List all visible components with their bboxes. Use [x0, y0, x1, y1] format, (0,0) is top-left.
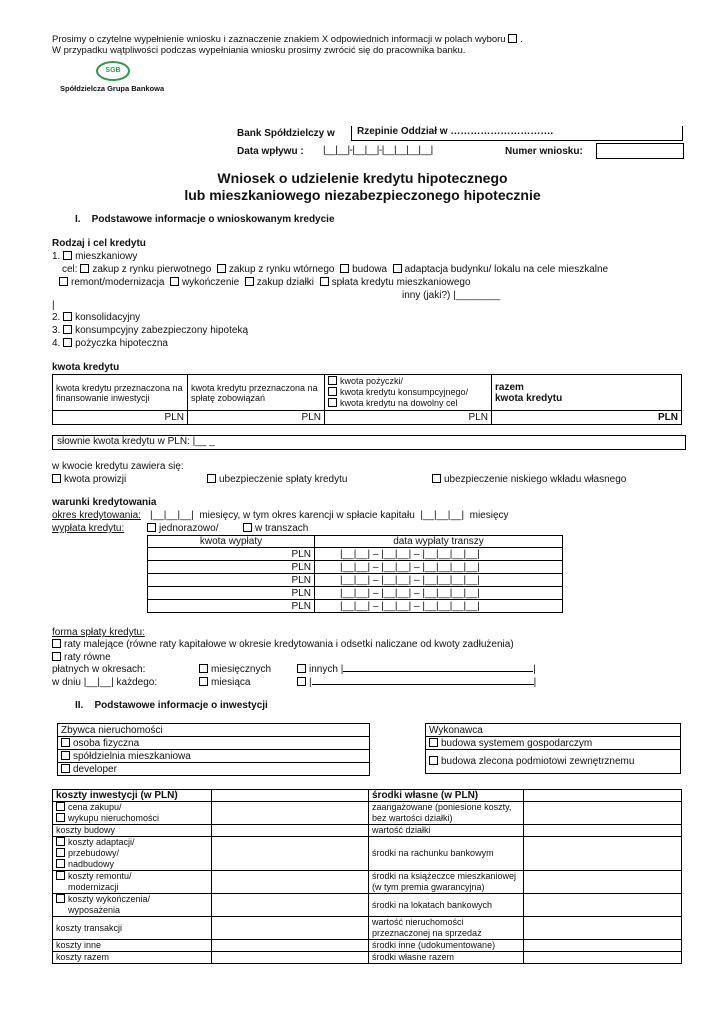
cost-label-line [56, 923, 208, 934]
cel-checkbox-5[interactable] [59, 277, 68, 286]
cost-label-line [56, 813, 208, 824]
cost-checkbox[interactable] [56, 802, 65, 811]
own-funds-label: wartość działki [369, 825, 524, 837]
cost-label-line [56, 905, 208, 916]
cost-label-text: wyposażenia [68, 905, 121, 915]
cost-label-line [56, 825, 208, 836]
own-funds-label: środki inne (udokumentowane) [369, 940, 524, 952]
konsolidacyjny-checkbox[interactable] [63, 312, 72, 321]
amount-table [52, 374, 682, 425]
amount-pln-4[interactable]: PLN [492, 411, 682, 425]
repayment-title: forma spłaty kredytu: [52, 627, 145, 638]
developer-checkbox[interactable] [61, 764, 70, 773]
cel-checkbox-2[interactable] [217, 264, 226, 273]
number-label: Numer wniosku: [505, 146, 583, 157]
seller-opt3[interactable]: developer [58, 763, 370, 776]
contractor-title: Wykonawca [426, 724, 681, 737]
tranche-date-5[interactable]: |__|__| – |__|__| – |__|__|__|__| [315, 600, 563, 613]
repayment-opt2[interactable]: raty równe [52, 652, 111, 663]
ubezpieczenie-splaty-checkbox[interactable] [207, 474, 216, 483]
cost-value-field[interactable] [212, 940, 369, 952]
konsumpcyjny-amount-checkbox[interactable] [328, 387, 337, 396]
date-label: Data wpływu : [237, 146, 304, 157]
cel-checkbox-1[interactable] [80, 264, 89, 273]
tranche-amount-1[interactable]: PLN [148, 548, 315, 561]
amount-words-field[interactable]: słownie kwota kredytu w PLN: |__ _ [52, 435, 686, 450]
innych-checkbox[interactable] [297, 664, 306, 673]
cel-other[interactable]: inny (jaki?) |________ [402, 290, 501, 301]
costs-row [53, 952, 682, 964]
own-funds-value-field[interactable] [524, 802, 682, 825]
tranche-date-1[interactable]: |__|__| – |__|__| – |__|__|__|__| [315, 548, 563, 561]
example-checkbox-icon [508, 34, 517, 43]
payout-label: wypłata kredytu: [52, 523, 125, 534]
seller-opt2[interactable]: spółdzielnia mieszkaniowa [58, 750, 370, 763]
costs-row [53, 802, 682, 825]
mieszkaniowy-checkbox[interactable] [63, 251, 72, 260]
cost-label [53, 802, 212, 825]
own-funds-value-field[interactable] [524, 917, 682, 940]
cost-value-field[interactable] [212, 802, 369, 825]
includes-opt2[interactable]: ubezpieczenie spłaty kredytu [207, 474, 347, 485]
costs-left-header-value [212, 790, 369, 802]
period-other[interactable]: innych | | [297, 664, 536, 675]
tranche-date-3[interactable]: |__|__| – |__|__| – |__|__|__|__| [315, 574, 563, 587]
section1-heading: I. Podstawowe informacje o wnioskowanym kredycie [75, 214, 335, 225]
cost-label [53, 917, 212, 940]
amount-col2: kwota kredytu przeznaczona na spłatę zobowiązań [188, 375, 325, 411]
purpose-opt3[interactable]: 3. konsumpcyjny zabezpieczony hipoteką [52, 325, 249, 336]
osoba-fizyczna-checkbox[interactable] [61, 738, 70, 747]
cost-label-text: wykupu nieruchomości [68, 813, 160, 823]
purpose-opt4[interactable]: 4. pożyczka hipoteczna [52, 338, 168, 349]
own-funds-label: środki własne razem [369, 952, 524, 964]
intro-line-1: Prosimy o czytelne wypełnienie wniosku i zaznaczenie znakiem X odpowiednich informacji w polach wyboru . [52, 34, 523, 45]
includes-opt1[interactable]: kwota prowizji [52, 474, 126, 485]
cost-label-line [56, 802, 208, 813]
gospodarczy-checkbox[interactable] [429, 738, 438, 747]
seller-table [57, 723, 370, 776]
tranche-amount-4[interactable]: PLN [148, 587, 315, 600]
cost-value-field[interactable] [212, 952, 369, 964]
own-funds-label: środki na lokatach bankowych [369, 894, 524, 917]
cel-checkbox-7[interactable] [245, 277, 254, 286]
cel-checkbox-8[interactable] [320, 277, 329, 286]
own-funds-label: środki na rachunku bankowym [369, 837, 524, 871]
cost-label-text: cena zakupu/ [68, 802, 122, 812]
cost-label-text: koszty adaptacji/ [68, 837, 135, 847]
amount-col4: razem kwota kredytu [492, 375, 682, 411]
cost-label-text: koszty budowy [56, 825, 116, 835]
cost-label-text: koszty remontu/ [68, 871, 132, 881]
cel-row-1: cel: zakup z rynku pierwotnego zakup z rynku wtórnego budowa adaptacja budynku/ lokalu na cele mieszkalne [62, 264, 609, 275]
amount-pln-1[interactable]: PLN [53, 411, 188, 425]
cost-label-text: przebudowy/ [68, 848, 120, 858]
tranche-table [147, 535, 563, 613]
purpose-opt1[interactable]: 1. mieszkaniowy [52, 251, 138, 262]
payout-opt2[interactable]: w transzach [243, 523, 308, 534]
period-monthly[interactable]: miesięcznych [199, 664, 271, 675]
konsumpcyjny-checkbox[interactable] [63, 325, 72, 334]
cost-checkbox[interactable] [56, 813, 65, 822]
section2-heading: II. Podstawowe informacje o inwestycji [75, 700, 268, 711]
cost-checkbox[interactable] [56, 894, 65, 903]
own-funds-label: wartość nieruchomości przeznaczonej na sprzedaż [369, 917, 524, 940]
amount-col3: kwota pożyczki/ kwota kredytu konsumpcyjnego/ kwota kredytu na dowolny cel [325, 375, 492, 411]
includes-title: w kwocie kredytu zawiera się: [52, 461, 184, 472]
costs-row [53, 871, 682, 894]
intro-line-2: W przypadku wątpliwości podczas wypełniania wniosku prosimy zwrócić się do pracownika banku. [52, 45, 466, 56]
cost-label-line [56, 940, 208, 951]
title-line-1: Wniosek o udzielenie kredytu hipotecznego [217, 170, 508, 186]
own-funds-value-field[interactable] [524, 837, 682, 871]
logo-name: Spółdzielcza Grupa Bankowa [60, 84, 165, 93]
raty-malejace-checkbox[interactable] [52, 639, 61, 648]
costs-row [53, 940, 682, 952]
date-field[interactable]: |__|__|-|__|__|-|__|__|__|__| [323, 145, 433, 156]
bank-field[interactable]: Rzepinie Oddział w …………………………. [351, 126, 683, 141]
repayment-opt1[interactable]: raty malejące (równe raty kapitałowe w okresie kredytowania i odsetki naliczane od kwoty zadłużenia) [52, 639, 514, 650]
costs-row [53, 837, 682, 871]
cel-other-pipe: | [52, 300, 55, 311]
cost-label-text: nadbudowy [68, 859, 115, 869]
own-funds-value-field[interactable] [524, 825, 682, 837]
tranche-col1: kwota wypłaty [148, 536, 315, 548]
tranche-date-4[interactable]: |__|__| – |__|__| – |__|__|__|__| [315, 587, 563, 600]
cost-label-text: modernizacji [68, 882, 119, 892]
miesiecznych-checkbox[interactable] [199, 664, 208, 673]
cost-value-field[interactable] [212, 894, 369, 917]
pozyczka-checkbox[interactable] [63, 338, 72, 347]
sgb-logo-icon: SGB [96, 61, 130, 81]
cost-value-field[interactable] [212, 825, 369, 837]
pozyczka-amount-checkbox[interactable] [328, 376, 337, 385]
contractor-table [425, 723, 681, 774]
cost-label [53, 952, 212, 964]
cel-checkbox-6[interactable] [170, 277, 179, 286]
cost-label-line [56, 859, 208, 870]
cost-checkbox[interactable] [56, 859, 65, 868]
amount-pln-2[interactable]: PLN [188, 411, 325, 425]
cost-label-text: koszty transakcji [56, 922, 123, 933]
own-funds-value-field[interactable] [524, 940, 682, 952]
periods-label: płatnych w okresach: [52, 664, 146, 675]
purpose-opt2[interactable]: 2. konsolidacyjny [52, 312, 141, 323]
own-funds-value-field[interactable] [524, 894, 682, 917]
ubezpieczenie-wkladu-checkbox[interactable] [432, 474, 441, 483]
own-funds-value-field[interactable] [524, 952, 682, 964]
costs-row [53, 894, 682, 917]
amount-col1: kwota kredytu przeznaczona na finansowanie inwestycji [53, 375, 188, 411]
tranche-amount-3[interactable]: PLN [148, 574, 315, 587]
amount-pln-3[interactable]: PLN [325, 411, 492, 425]
contractor-opt2[interactable]: budowa zlecona podmiotowi zewnętrznemu [426, 750, 681, 774]
month-opt[interactable]: miesiąca [199, 677, 250, 688]
purpose-title: Rodzaj i cel kredytu [52, 238, 146, 249]
cost-label-line [56, 894, 208, 905]
cost-label-line [56, 837, 208, 848]
cost-label [53, 837, 212, 871]
own-funds-value-field[interactable] [524, 871, 682, 894]
jednorazowo-checkbox[interactable] [147, 523, 156, 532]
seller-opt1[interactable]: osoba fizyczna [58, 737, 370, 750]
tranche-col2: data wypłaty transzy [315, 536, 563, 548]
zlecona-checkbox[interactable] [429, 756, 438, 765]
cost-value-field[interactable] [212, 871, 369, 894]
costs-right-header: środki własne (w PLN) [369, 790, 524, 802]
cost-label-line [56, 882, 208, 893]
cel-checkbox-3[interactable] [340, 264, 349, 273]
conditions-title: warunki kredytowania [52, 497, 157, 508]
cost-label [53, 940, 212, 952]
seller-title: Zbywca nieruchomości [58, 724, 370, 737]
cel-checkbox-4[interactable] [393, 264, 402, 273]
cost-value-field[interactable] [212, 917, 369, 940]
amount-title: kwota kredytu [52, 362, 120, 373]
costs-table [52, 789, 682, 964]
cost-label [53, 825, 212, 837]
payout-opt1[interactable]: jednorazowo/ [147, 523, 218, 534]
cost-checkbox[interactable] [56, 871, 65, 880]
cel-row-2: remont/modernizacja wykończenie zakup działki spłata kredytu mieszkaniowego [59, 277, 471, 288]
cost-label-line [56, 952, 208, 963]
period-field[interactable]: |__|__|__| miesięcy, w tym okres karencji w spłacie kapitału |__|__|__| miesięcy [150, 510, 509, 521]
cost-label-line [56, 848, 208, 859]
bank-label: Bank Spółdzielczy w [237, 128, 335, 139]
costs-right-header-value [524, 790, 682, 802]
cost-label-line [56, 871, 208, 882]
contractor-opt1[interactable]: budowa systemem gospodarczym [426, 737, 681, 750]
costs-row [53, 825, 682, 837]
tranche-date-2[interactable]: |__|__| – |__|__| – |__|__|__|__| [315, 561, 563, 574]
dowolny-cel-amount-checkbox[interactable] [328, 398, 337, 407]
costs-left-header: koszty inwestycji (w PLN) [53, 790, 212, 802]
transze-checkbox[interactable] [243, 523, 252, 532]
month-other-checkbox[interactable] [297, 677, 306, 686]
miesiaca-checkbox[interactable] [199, 677, 208, 686]
own-funds-label: środki na książeczce mieszkaniowej (w tym premia gwarancyjna) [369, 871, 524, 894]
spoldzielnia-checkbox[interactable] [61, 751, 70, 760]
cost-label [53, 894, 212, 917]
raty-rowne-checkbox[interactable] [52, 652, 61, 661]
costs-row [53, 917, 682, 940]
cost-checkbox[interactable] [56, 848, 65, 857]
includes-opt3[interactable]: ubezpieczenie niskiego wkładu własnego [432, 474, 626, 485]
prowizja-checkbox[interactable] [52, 474, 61, 483]
own-funds-label: zaangażowane (poniesione koszty, bez wartości działki) [369, 802, 524, 825]
cost-label-text: koszty wykończenia/ [68, 894, 151, 904]
month-other[interactable]: | | [297, 677, 536, 688]
cost-value-field[interactable] [212, 837, 369, 871]
title-line-2: lub mieszkaniowego niezabezpieczonego hipotecznie [184, 187, 541, 203]
cost-checkbox[interactable] [56, 837, 65, 846]
cost-label [53, 871, 212, 894]
cost-label-text: koszty inne [56, 940, 102, 950]
number-field[interactable] [596, 143, 684, 159]
period-label: okres kredytowania: [52, 510, 141, 521]
tranche-amount-2[interactable]: PLN [148, 561, 315, 574]
cost-label-text: koszty razem [56, 952, 110, 962]
tranche-amount-5[interactable]: PLN [148, 600, 315, 613]
day-row[interactable]: w dniu |__|__| każdego: [52, 677, 158, 688]
